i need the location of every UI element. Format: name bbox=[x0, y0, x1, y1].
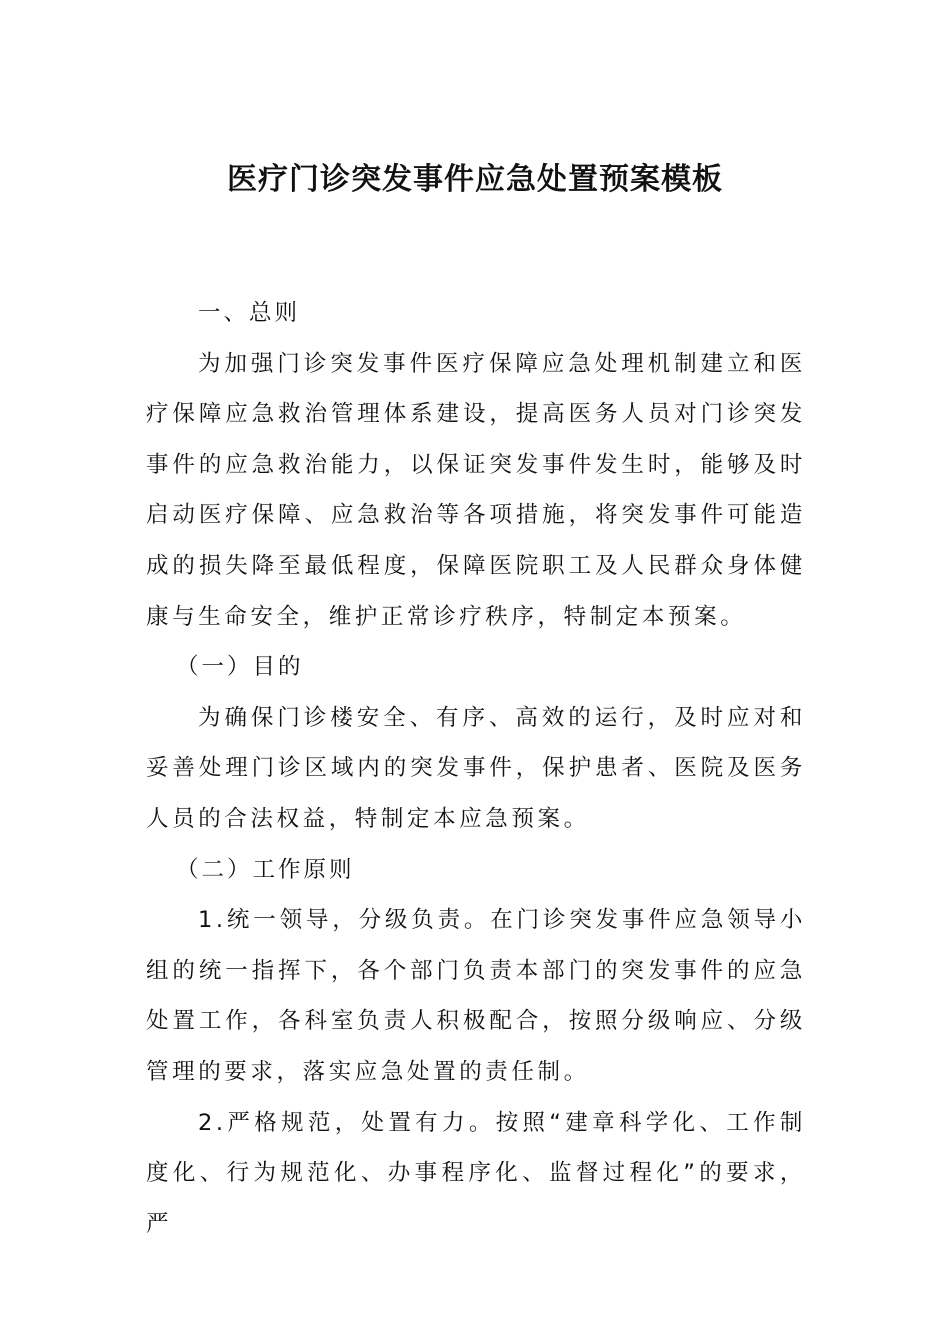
section-heading-general: 一、总则 bbox=[198, 300, 301, 326]
subheading-principles: （二）工作原则 bbox=[176, 856, 355, 883]
paragraph-principle-1: 1.统一领导，分级负责。在门诊突发事件应急领导小组的统一指挥下，各个部门负责本部门的突发事件的应急处置工作，各科室负责人积极配合，按照分级响应、分级管理的要求，落实应急处置的责任制。 bbox=[146, 907, 806, 1085]
document-title: 医疗门诊突发事件应急处置预案模板 bbox=[227, 162, 723, 197]
document-body bbox=[146, 288, 806, 1249]
paragraph-principle-2: 2.严格规范，处置有力。按照“建章科学化、工作制度化、行为规范化、办事程序化、监督过程化”的要求，严 bbox=[146, 1109, 806, 1237]
paragraph-purpose: 为确保门诊楼安全、有序、高效的运行，及时应对和妥善处理门诊区域内的突发事件，保护患者、医院及医务人员的合法权益，特制定本应急预案。 bbox=[146, 704, 806, 832]
subheading-purpose: （一）目的 bbox=[176, 654, 304, 681]
paragraph-general-intro: 为加强门诊突发事件医疗保障应急处理机制建立和医疗保障应急救治管理体系建设，提高医务人员对门诊突发事件的应急救治能力，以保证突发事件发生时，能够及时启动医疗保障、应急救治等各项措施，将突发事件可能造成的损失降至最低程度，保障医院职工及人民群众身体健康与生命安全，维护正常诊疗秩序，特制定本预案。 bbox=[146, 350, 806, 630]
